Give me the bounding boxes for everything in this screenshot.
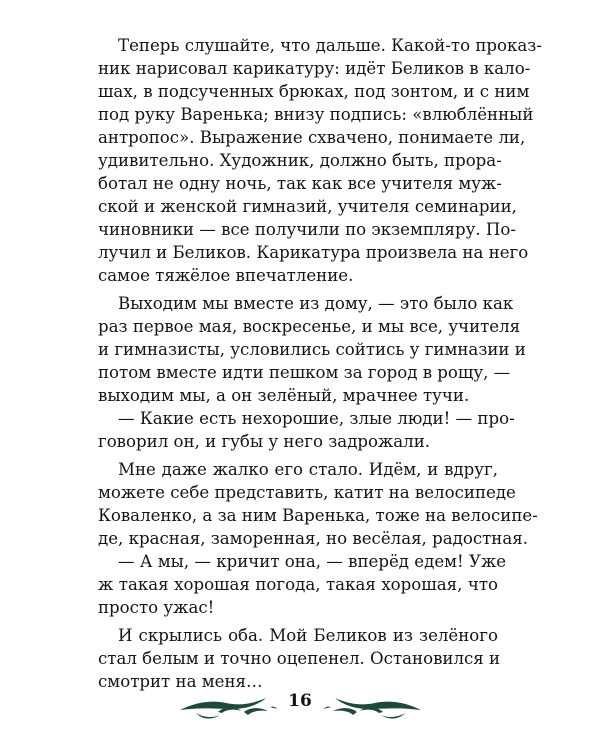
- text-line: Выходим мы вместе из дому, — это было как: [118, 294, 514, 313]
- text-line: просто ужас!: [98, 598, 215, 617]
- text-line: говорил он, и губы у него задрожали.: [98, 432, 431, 451]
- text-line: потом вместе идти пешком за город в рощу, —: [98, 363, 511, 382]
- text-line: лучил и Беликов. Карикатура произвела на него: [98, 243, 529, 262]
- text-line: ской и женской гимназий, учителя семинарии,: [98, 197, 517, 216]
- text-line: ник нарисовал карикатуру: идёт Беликов в кало-: [98, 59, 531, 78]
- right-ornament-icon: [323, 694, 423, 724]
- text-line: ботал не одну ночь, так как все учителя муж-: [98, 174, 502, 193]
- text-line: чиновники — все получили по экземпляру. По-: [98, 220, 516, 239]
- text-line: — А мы, — кричит она, — вперёд едем! Уже: [118, 552, 507, 571]
- text-line: И скрылись оба. Мой Беликов из зелёного: [118, 626, 498, 645]
- text-line: смотрит на меня…: [98, 672, 263, 691]
- text-line: и гимназисты, условились сойтись у гимназии и: [98, 340, 526, 359]
- text-line: — Какие есть нехорошие, злые люди! — про-: [118, 409, 515, 428]
- text-line: выходим мы, а он зелёный, мрачнее тучи.: [98, 386, 470, 405]
- text-line: самое тяжёлое впечатление.: [98, 266, 354, 285]
- text-line: антропос». Выражение схвачено, понимаете ли,: [98, 128, 526, 147]
- text-line: можете себе представить, катит на велосипеде: [98, 483, 516, 502]
- text-line: ж такая хорошая погода, такая хорошая, что: [98, 575, 498, 594]
- text-line: под руку Варенька; внизу подпись: «влюблённый: [98, 105, 534, 124]
- text-line: Теперь слушайте, что дальше. Какой-то проказ-: [118, 36, 542, 55]
- page-number: 16: [288, 691, 312, 711]
- left-ornament-icon: [178, 694, 278, 724]
- text-line: раз первое мая, воскресенье, и мы все, учителя: [98, 317, 521, 336]
- page-footer: [0, 686, 600, 726]
- text-line: удивительно. Художник, должно быть, прора-: [98, 151, 502, 170]
- text-line: стал белым и точно оцепенел. Остановился и: [98, 649, 501, 668]
- text-line: Мне даже жалко его стало. Идём, и вдруг,: [118, 460, 498, 479]
- text-line: шах, в подсученных брюках, под зонтом, и с ним: [98, 82, 530, 101]
- text-line: де, красная, заморенная, но весёлая, радостная.: [98, 529, 528, 548]
- text-line: Коваленко, а за ним Варенька, тоже на велосипе-: [98, 506, 538, 525]
